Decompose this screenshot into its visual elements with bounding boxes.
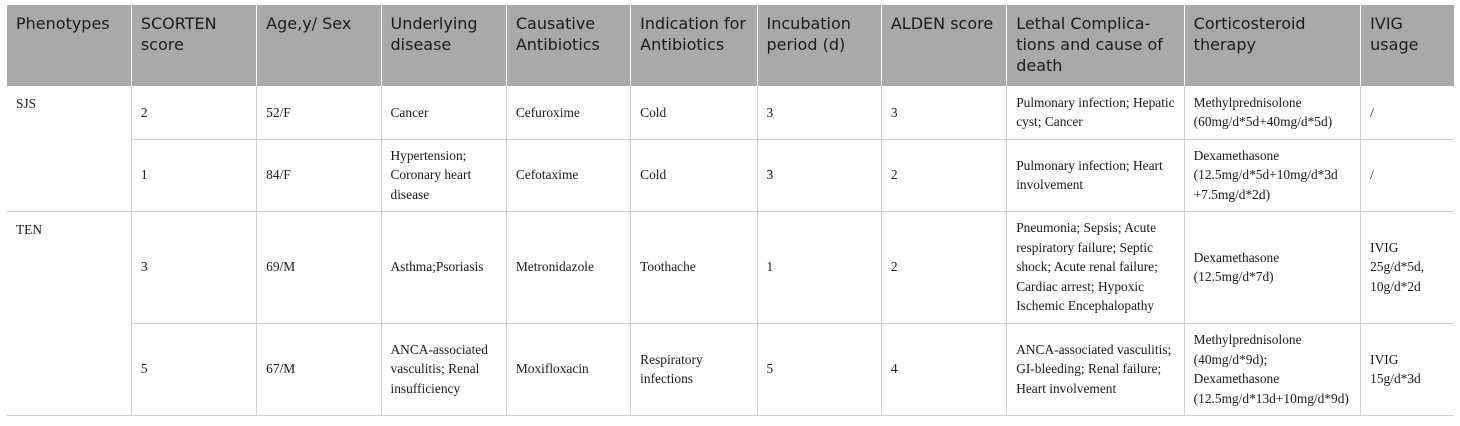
alden-cell: 4: [881, 323, 1006, 415]
table-row: [7, 139, 1454, 211]
age-sex-cell: 84/F: [257, 139, 381, 211]
header-age-sex: Age,y/ Sex: [257, 5, 381, 86]
age-sex-cell: 67/M: [257, 323, 381, 415]
scorten-cell: 1: [131, 139, 256, 211]
header-phenotypes: Phenotypes: [7, 5, 131, 86]
incubation-cell: 1: [757, 211, 881, 323]
table-row: [7, 323, 1454, 415]
table-row: [7, 211, 1454, 323]
complications-cell: Pneumonia; Sepsis; Acute respiratory failure; Septic shock; Acute renal failure; Cardiac arrest; Hypoxic Ischemic Encephalopathy: [1007, 211, 1184, 323]
ivig-cell: IVIG 15g/d*3d: [1361, 323, 1454, 415]
antibiotic-cell: Moxifloxacin: [506, 323, 630, 415]
header-row: [7, 5, 1454, 86]
phenotype-cell: TEN: [7, 211, 131, 415]
antibiotic-cell: Cefotaxime: [506, 139, 630, 211]
header-lethal-complications: Lethal Complica- tions and cause of death: [1007, 5, 1184, 86]
ivig-cell: /: [1361, 139, 1454, 211]
underlying-cell: ANCA-associated vasculitis; Renal insufficiency: [381, 323, 506, 415]
indication-cell: Toothache: [631, 211, 757, 323]
indication-cell: Cold: [631, 86, 757, 139]
complications-cell: Pulmonary infection; Heart involvement: [1007, 139, 1184, 211]
header-ivig: IVIG usage: [1361, 5, 1454, 86]
scorten-cell: 5: [131, 323, 256, 415]
header-alden: ALDEN score: [881, 5, 1006, 86]
underlying-cell: Hypertension; Coronary heart disease: [381, 139, 506, 211]
header-scorten: SCORTEN score: [131, 5, 256, 86]
incubation-cell: 3: [757, 86, 881, 139]
header-incubation: Incubation period (d): [757, 5, 881, 86]
age-sex-cell: 69/M: [257, 211, 381, 323]
header-underlying-disease: Underlying disease: [381, 5, 506, 86]
corticosteroid-cell: Dexamethasone (12.5mg/d*5d+10mg/d*3d +7.5mg/d*2d): [1184, 139, 1360, 211]
complications-cell: ANCA-associated vasculitis; GI-bleeding; Renal failure; Heart involvement: [1007, 323, 1184, 415]
underlying-cell: Cancer: [381, 86, 506, 139]
underlying-cell: Asthma;Psoriasis: [381, 211, 506, 323]
header-corticosteroid: Corticosteroid therapy: [1184, 5, 1360, 86]
header-causative-antibiotics: Causative Antibiotics: [506, 5, 630, 86]
complications-cell: Pulmonary infection; Hepatic cyst; Cancer: [1007, 86, 1184, 139]
incubation-cell: 5: [757, 323, 881, 415]
scorten-cell: 3: [131, 211, 256, 323]
incubation-cell: 3: [757, 139, 881, 211]
case-table: [7, 5, 1454, 416]
corticosteroid-cell: Dexamethasone (12.5mg/d*7d): [1184, 211, 1360, 323]
antibiotic-cell: Cefuroxime: [506, 86, 630, 139]
ivig-cell: /: [1361, 86, 1454, 139]
scorten-cell: 2: [131, 86, 256, 139]
ivig-cell: IVIG 25g/d*5d, 10g/d*2d: [1361, 211, 1454, 323]
indication-cell: Respiratory infections: [631, 323, 757, 415]
phenotype-cell: SJS: [7, 86, 131, 211]
indication-cell: Cold: [631, 139, 757, 211]
alden-cell: 2: [881, 211, 1006, 323]
age-sex-cell: 52/F: [257, 86, 381, 139]
alden-cell: 3: [881, 86, 1006, 139]
corticosteroid-cell: Methylprednisolone (40mg/d*9d); Dexamethasone (12.5mg/d*13d+10mg/d*9d): [1184, 323, 1360, 415]
header-indication: Indication for Antibiotics: [631, 5, 757, 86]
corticosteroid-cell: Methylprednisolone (60mg/d*5d+40mg/d*5d): [1184, 86, 1360, 139]
table-container: [7, 5, 1454, 416]
alden-cell: 2: [881, 139, 1006, 211]
antibiotic-cell: Metronidazole: [506, 211, 630, 323]
table-row: [7, 86, 1454, 139]
